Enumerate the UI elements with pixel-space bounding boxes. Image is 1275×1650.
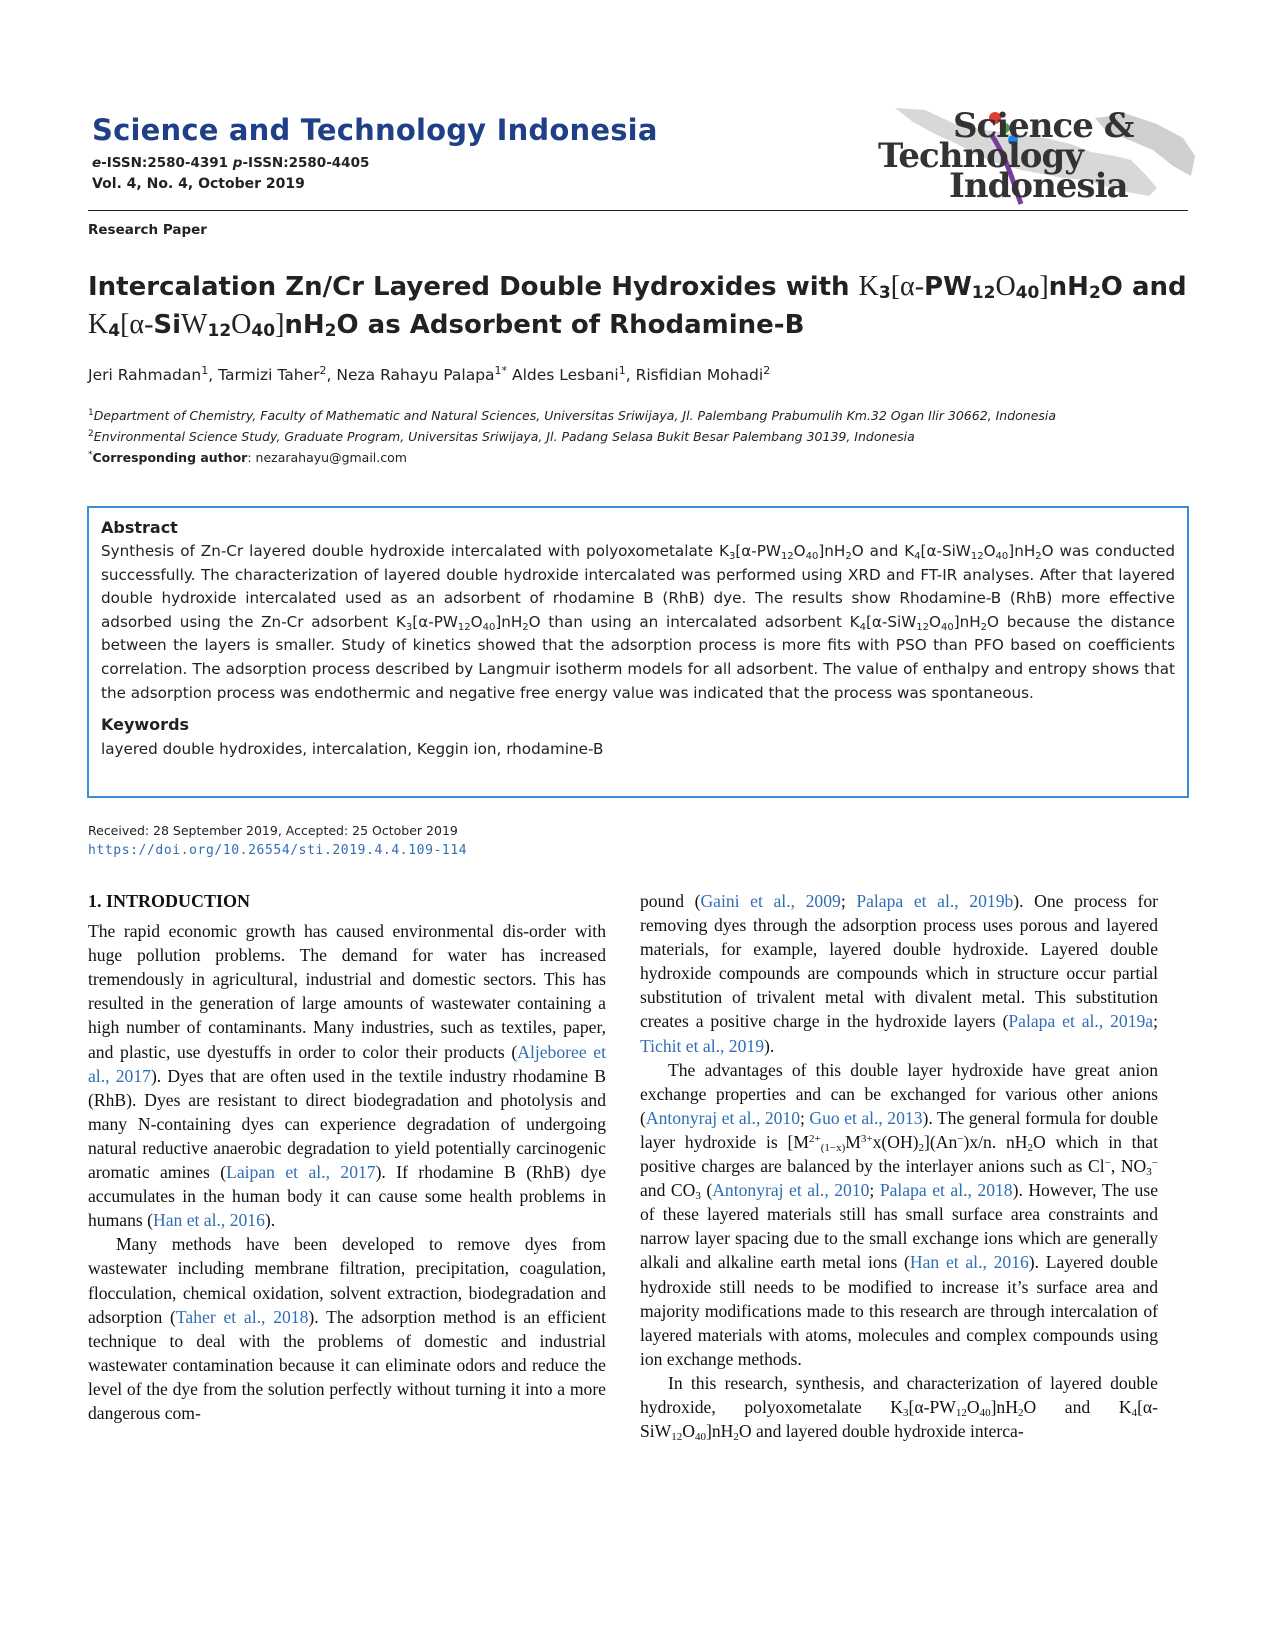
issn-p: -ISSN:2580-4405 bbox=[242, 155, 370, 171]
logo-text-line2: Technology bbox=[878, 136, 1083, 176]
issn-p-prefix: p bbox=[232, 155, 243, 171]
intro-paragraph-2: Many methods have been developed to remove dyes from wastewater including membrane filtration, precipitation, coagulation, flocculation, chemical oxidation, solvent extraction, biodegradation and adsorption (Taher et al., 2018). The adsorption method is an efficient technique to deal with the problems of domestic and industrial wastewater contamination because it can eliminate odors and reduce the level of the dye from the solution perfectly without turning it into a more dangerous com- bbox=[88, 1234, 606, 1423]
corresponding-author: *Corresponding author: nezarahayu@gmail.com bbox=[88, 450, 407, 465]
received-dates: Received: 28 September 2019, Accepted: 25 October 2019 bbox=[88, 823, 458, 838]
corresponding-email: : nezarahayu@gmail.com bbox=[247, 450, 407, 465]
citation-link[interactable]: Taher et al., 2018 bbox=[175, 1306, 309, 1327]
citation-link[interactable]: Antonyraj et al., 2010 bbox=[712, 1180, 870, 1201]
author-list: Jeri Rahmadan$^1$, Tarmizi Taher$^2$, Neza Rahayu Palapa$^{1*}$ Aldes Lesbani$^1$, Risfidian Mohadi$^2$ bbox=[88, 364, 771, 384]
abstract-text: Synthesis of Zn-Cr layered double hydroxide intercalated with polyoxometalate $K_3[\alpha-PW_{12}O_{40}]nH_2O$ and $K_4[\alpha-SiW_{12}O_{40}]nH_2O$ was conducted successfully. The characterization of layered double hydroxide intercalated was performed using XRD and FT-IR analyses. After that layered double hydroxide intercalated used as an adsorbent of rhodamine B (RhB) dye. The results show Rhodamine-B (RhB) more effective adsorbed using the Zn-Cr adsorbent $K_3[\alpha-PW_{12}O_{40}]nH_2O$ than using an intercalated adsorbent $K_4[\alpha-SiW_{12}O_{40}]nH_2O$ because the distance between the layers is smaller. Study of kinetics showed that the adsorption process is more fits with PSO than PFO based on coefficients correlation. The adsorption process described by Langmuir isotherm models for all adsorbent. The value of enthalpy and entropy shows that the adsorption process was endothermic and negative free energy value was indicated that the process was spontaneous. bbox=[101, 542, 1175, 702]
intro-paragraph-1: The rapid economic growth has caused environmental dis-order with huge pollution problems. The demand for water has increased tremendously in agricultural, industrial and domestic sectors. This has resulted in the generation of large amounts of wastewater containing a high number of contaminants. Many industries, such as textiles, paper, and plastic, use dyestuffs in order to color their products (Aljeboree et al., 2017). Dyes that are often used in the textile industry rhodamine B (RhB). Dyes are resistant to direct biodegradation and photolysis and many N-containing dyes can experience degradation of undergoing natural reductive anaerobic degradation to yield potentially carcinogenic aromatic amines (Laipan et al., 2017). If rhodamine B (RhB) dye accumulates in the human body it can cause some health problems in humans (Han et al., 2016). bbox=[88, 921, 607, 1231]
doi-link[interactable]: https://doi.org/10.26554/sti.2019.4.4.109-114 bbox=[88, 843, 468, 858]
journal-logo bbox=[878, 100, 1195, 210]
affiliation-2: $^2$Environmental Science Study, Graduate Program, Universitas Sriwijaya, Jl. Padang Selasa Bukit Besar Palembang 30139, Indonesia bbox=[88, 429, 915, 444]
volume-line: Vol. 4, No. 4, October 2019 bbox=[92, 176, 305, 192]
logo-text-line1: Science & bbox=[953, 106, 1134, 146]
issn-line bbox=[92, 155, 369, 171]
citation-link[interactable]: Gaini et al., 2009 bbox=[700, 891, 841, 911]
abstract-heading: Abstract bbox=[101, 518, 178, 537]
intro-paragraph-5: In this research, synthesis, and characterization of layered double hydroxide, polyoxometalate $K_3[\alpha-PW_{12}O_{40}]nH_2O$ and $K_4[\alpha-SiW_{12}O_{40}]nH_2O$ and layered double hydroxide interca- bbox=[640, 1372, 1158, 1444]
author: Tarmizi Taher bbox=[218, 366, 320, 384]
paper-title: Intercalation Zn/Cr Layered Double Hydroxides with $K_3[\alpha-PW_{12}O_{40}]nH_2O$ and $K_4[\alpha-SiW_{12}O_{40}]nH_2O$ as Adsorbent of Rhodamine-B bbox=[88, 271, 1187, 341]
intro-paragraph-3: pound (Gaini et al., 2009; Palapa et al., 2019b). One process for removing dyes through the adsorption process uses porous and layered materials, for example, layered double hydroxide. Layered double hydroxide compounds are compounds which in structure occur partial substitution of trivalent metal with divalent metal. This substitution creates a positive charge in the hydroxide layers (Palapa et al., 2019a; Tichit et al., 2019). bbox=[640, 891, 1158, 1056]
citation-link[interactable]: Han et al., 2016 bbox=[909, 1252, 1029, 1273]
citation-link[interactable]: Antonyraj et al., 2010 bbox=[645, 1107, 800, 1128]
citation-link[interactable]: Tichit et al., 2019 bbox=[640, 1035, 764, 1056]
author: Neza Rahayu Palapa bbox=[336, 366, 495, 384]
issn-e: -ISSN:2580-4391 bbox=[101, 155, 233, 171]
citation-link[interactable]: Aljeboree et al., 2017 bbox=[88, 1041, 606, 1086]
header-divider bbox=[88, 210, 1188, 211]
citation-link[interactable]: Han et al., 2016 bbox=[153, 1210, 265, 1231]
citation-link[interactable]: Laipan et al., 2017 bbox=[226, 1162, 376, 1183]
right-column bbox=[640, 889, 1158, 1443]
journal-title: Science and Technology Indonesia bbox=[92, 113, 658, 147]
issn-e-prefix: e bbox=[92, 155, 102, 171]
keywords-text: layered double hydroxides, intercalation, Keggin ion, rhodamine-B bbox=[101, 740, 604, 759]
citation-link[interactable]: Palapa et al., 2018 bbox=[879, 1180, 1013, 1201]
intro-paragraph-4: The advantages of this double layer hydroxide have great anion exchange properties and can be exchanged for various other anions (Antonyraj et al., 2010; Guo et al., 2013). The general formula for double layer hydroxide is $[M^{2+}_{(1-x)}M^{3+}x(OH)_2](An^-)x/n$. $nH_2O$ which in that positive charges are balanced by the interlayer anions such as Cl−, $NO_3^-$ and $CO_3$ (Antonyraj et al., 2010; Palapa et al., 2018). However, The use of these layered materials still has small surface area constraints and narrow layer spacing due to the small exchange ions which are generally alkali and alkaline earth metal ions (Han et al., 2016). Layered double hydroxide still needs to be modified to increase it’s surface area and majority modifications made to this research are through intercalation of layered materials with atoms, molecules and complex compounds using ion exchange methods. bbox=[640, 1059, 1159, 1369]
citation-link[interactable]: Palapa et al., 2019b bbox=[856, 891, 1014, 911]
logo-text-line3: Indonesia bbox=[949, 166, 1128, 206]
abstract-box bbox=[87, 506, 1189, 798]
citation-link[interactable]: Guo et al., 2013 bbox=[809, 1107, 923, 1128]
author: Risfidian Mohadi bbox=[635, 366, 764, 384]
citation-link[interactable]: Palapa et al., 2019a bbox=[1008, 1011, 1154, 1032]
author: Aldes Lesbani bbox=[511, 366, 619, 384]
left-column bbox=[88, 889, 606, 1425]
section-heading-introduction: 1. INTRODUCTION bbox=[88, 891, 251, 911]
author: Jeri Rahmadan bbox=[88, 366, 202, 384]
keywords-heading: Keywords bbox=[101, 715, 190, 735]
affiliation-1: $^1$Department of Chemistry, Faculty of Mathematic and Natural Sciences, Universitas Sriwijaya, Jl. Palembang Prabumulih Km.32 Ogan Ilir 30662, Indonesia bbox=[88, 408, 1057, 423]
paper-type: Research Paper bbox=[88, 222, 207, 238]
